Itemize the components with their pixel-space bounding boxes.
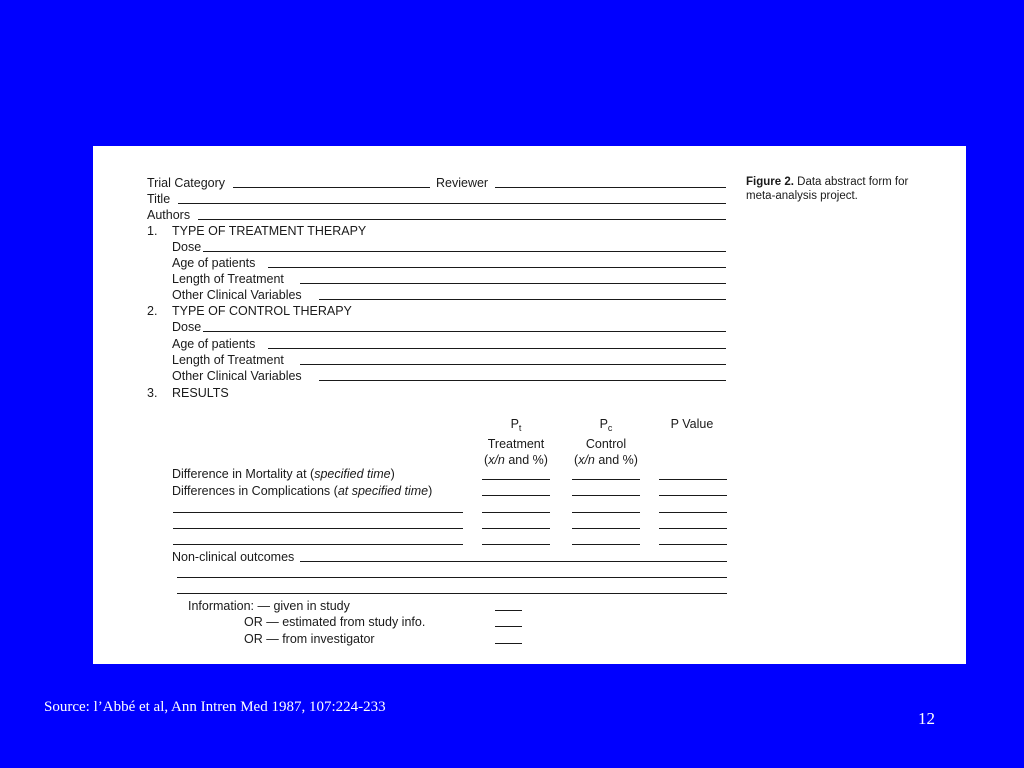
section-3-number: 3. <box>147 386 158 400</box>
treatment-answer-line <box>482 544 550 545</box>
treatment-answer-line <box>482 512 550 513</box>
p-value-answer-line <box>659 528 727 529</box>
title-line <box>178 203 726 204</box>
s2-other-label: Other Clinical Variables <box>172 369 302 383</box>
authors-line <box>198 219 726 220</box>
control-answer-line <box>572 512 640 513</box>
complications-row-label: Differences in Complications (at specified time) <box>172 484 433 498</box>
s1-dose-label: Dose <box>172 240 202 254</box>
s1-other-label: Other Clinical Variables <box>172 288 302 302</box>
info-given-label: Information: — given in study <box>188 599 350 613</box>
p-value-answer-line <box>659 479 727 480</box>
s1-other-line <box>319 299 726 300</box>
s1-dose-line <box>203 251 726 252</box>
s1-age-label: Age of patients <box>172 256 256 270</box>
authors-label: Authors <box>147 208 191 222</box>
section-1-number: 1. <box>147 224 158 238</box>
s2-dose-line <box>203 331 726 332</box>
section-3-title: RESULTS <box>172 386 229 400</box>
control-answer-line <box>572 479 640 480</box>
section-2-number: 2. <box>147 304 158 318</box>
p-value-column-header: P Value <box>670 417 714 431</box>
results-blank-line <box>173 528 463 529</box>
info-estimated-label: OR — estimated from study info. <box>244 615 426 629</box>
treatment-answer-line <box>482 495 550 496</box>
info-check-line <box>495 643 522 644</box>
info-check-line <box>495 626 522 627</box>
results-blank-line <box>173 512 463 513</box>
reviewer-label: Reviewer <box>436 176 489 190</box>
s2-age-line <box>268 348 726 349</box>
info-check-line <box>495 610 522 611</box>
s1-age-line <box>268 267 726 268</box>
non-clinical-line <box>177 593 727 594</box>
figure-caption: Figure 2. Data abstract form for meta-analysis project. <box>746 176 909 202</box>
results-blank-line <box>173 544 463 545</box>
s1-length-line <box>300 283 726 284</box>
info-investigator-label: OR — from investigator <box>244 632 375 646</box>
control-answer-line <box>572 544 640 545</box>
slide-number: 12 <box>918 709 935 728</box>
s2-length-line <box>300 364 726 365</box>
section-2-title: TYPE OF CONTROL THERAPY <box>172 304 352 318</box>
p-value-answer-line <box>659 512 727 513</box>
p-value-answer-line <box>659 495 727 496</box>
source-citation: Source: l’Abbé et al, Ann Intren Med 1987, 107:224-233 <box>44 699 386 715</box>
non-clinical-line <box>177 577 727 578</box>
section-1-title: TYPE OF TREATMENT THERAPY <box>172 224 367 238</box>
control-answer-line <box>572 528 640 529</box>
control-answer-line <box>572 495 640 496</box>
treatment-column-header: $P_t$ Treatment (x/n and %) <box>484 417 548 467</box>
s2-dose-label: Dose <box>172 320 202 334</box>
mortality-row-label: Difference in Mortality at (specified time) <box>172 467 395 481</box>
data-abstract-form-image <box>93 146 966 664</box>
s2-other-line <box>319 380 726 381</box>
non-clinical-line <box>300 561 727 562</box>
s2-length-label: Length of Treatment <box>172 353 284 367</box>
s2-age-label: Age of patients <box>172 337 256 351</box>
trial-category-line <box>233 187 430 188</box>
non-clinical-outcomes-label: Non-clinical outcomes <box>172 550 295 564</box>
reviewer-line <box>495 187 726 188</box>
treatment-answer-line <box>482 479 550 480</box>
trial-category-label: Trial Category <box>147 176 226 190</box>
p-value-answer-line <box>659 544 727 545</box>
control-column-header: $P_c$ Control (x/n and %) <box>574 417 638 467</box>
treatment-answer-line <box>482 528 550 529</box>
title-label: Title <box>147 192 171 206</box>
s1-length-label: Length of Treatment <box>172 272 284 286</box>
